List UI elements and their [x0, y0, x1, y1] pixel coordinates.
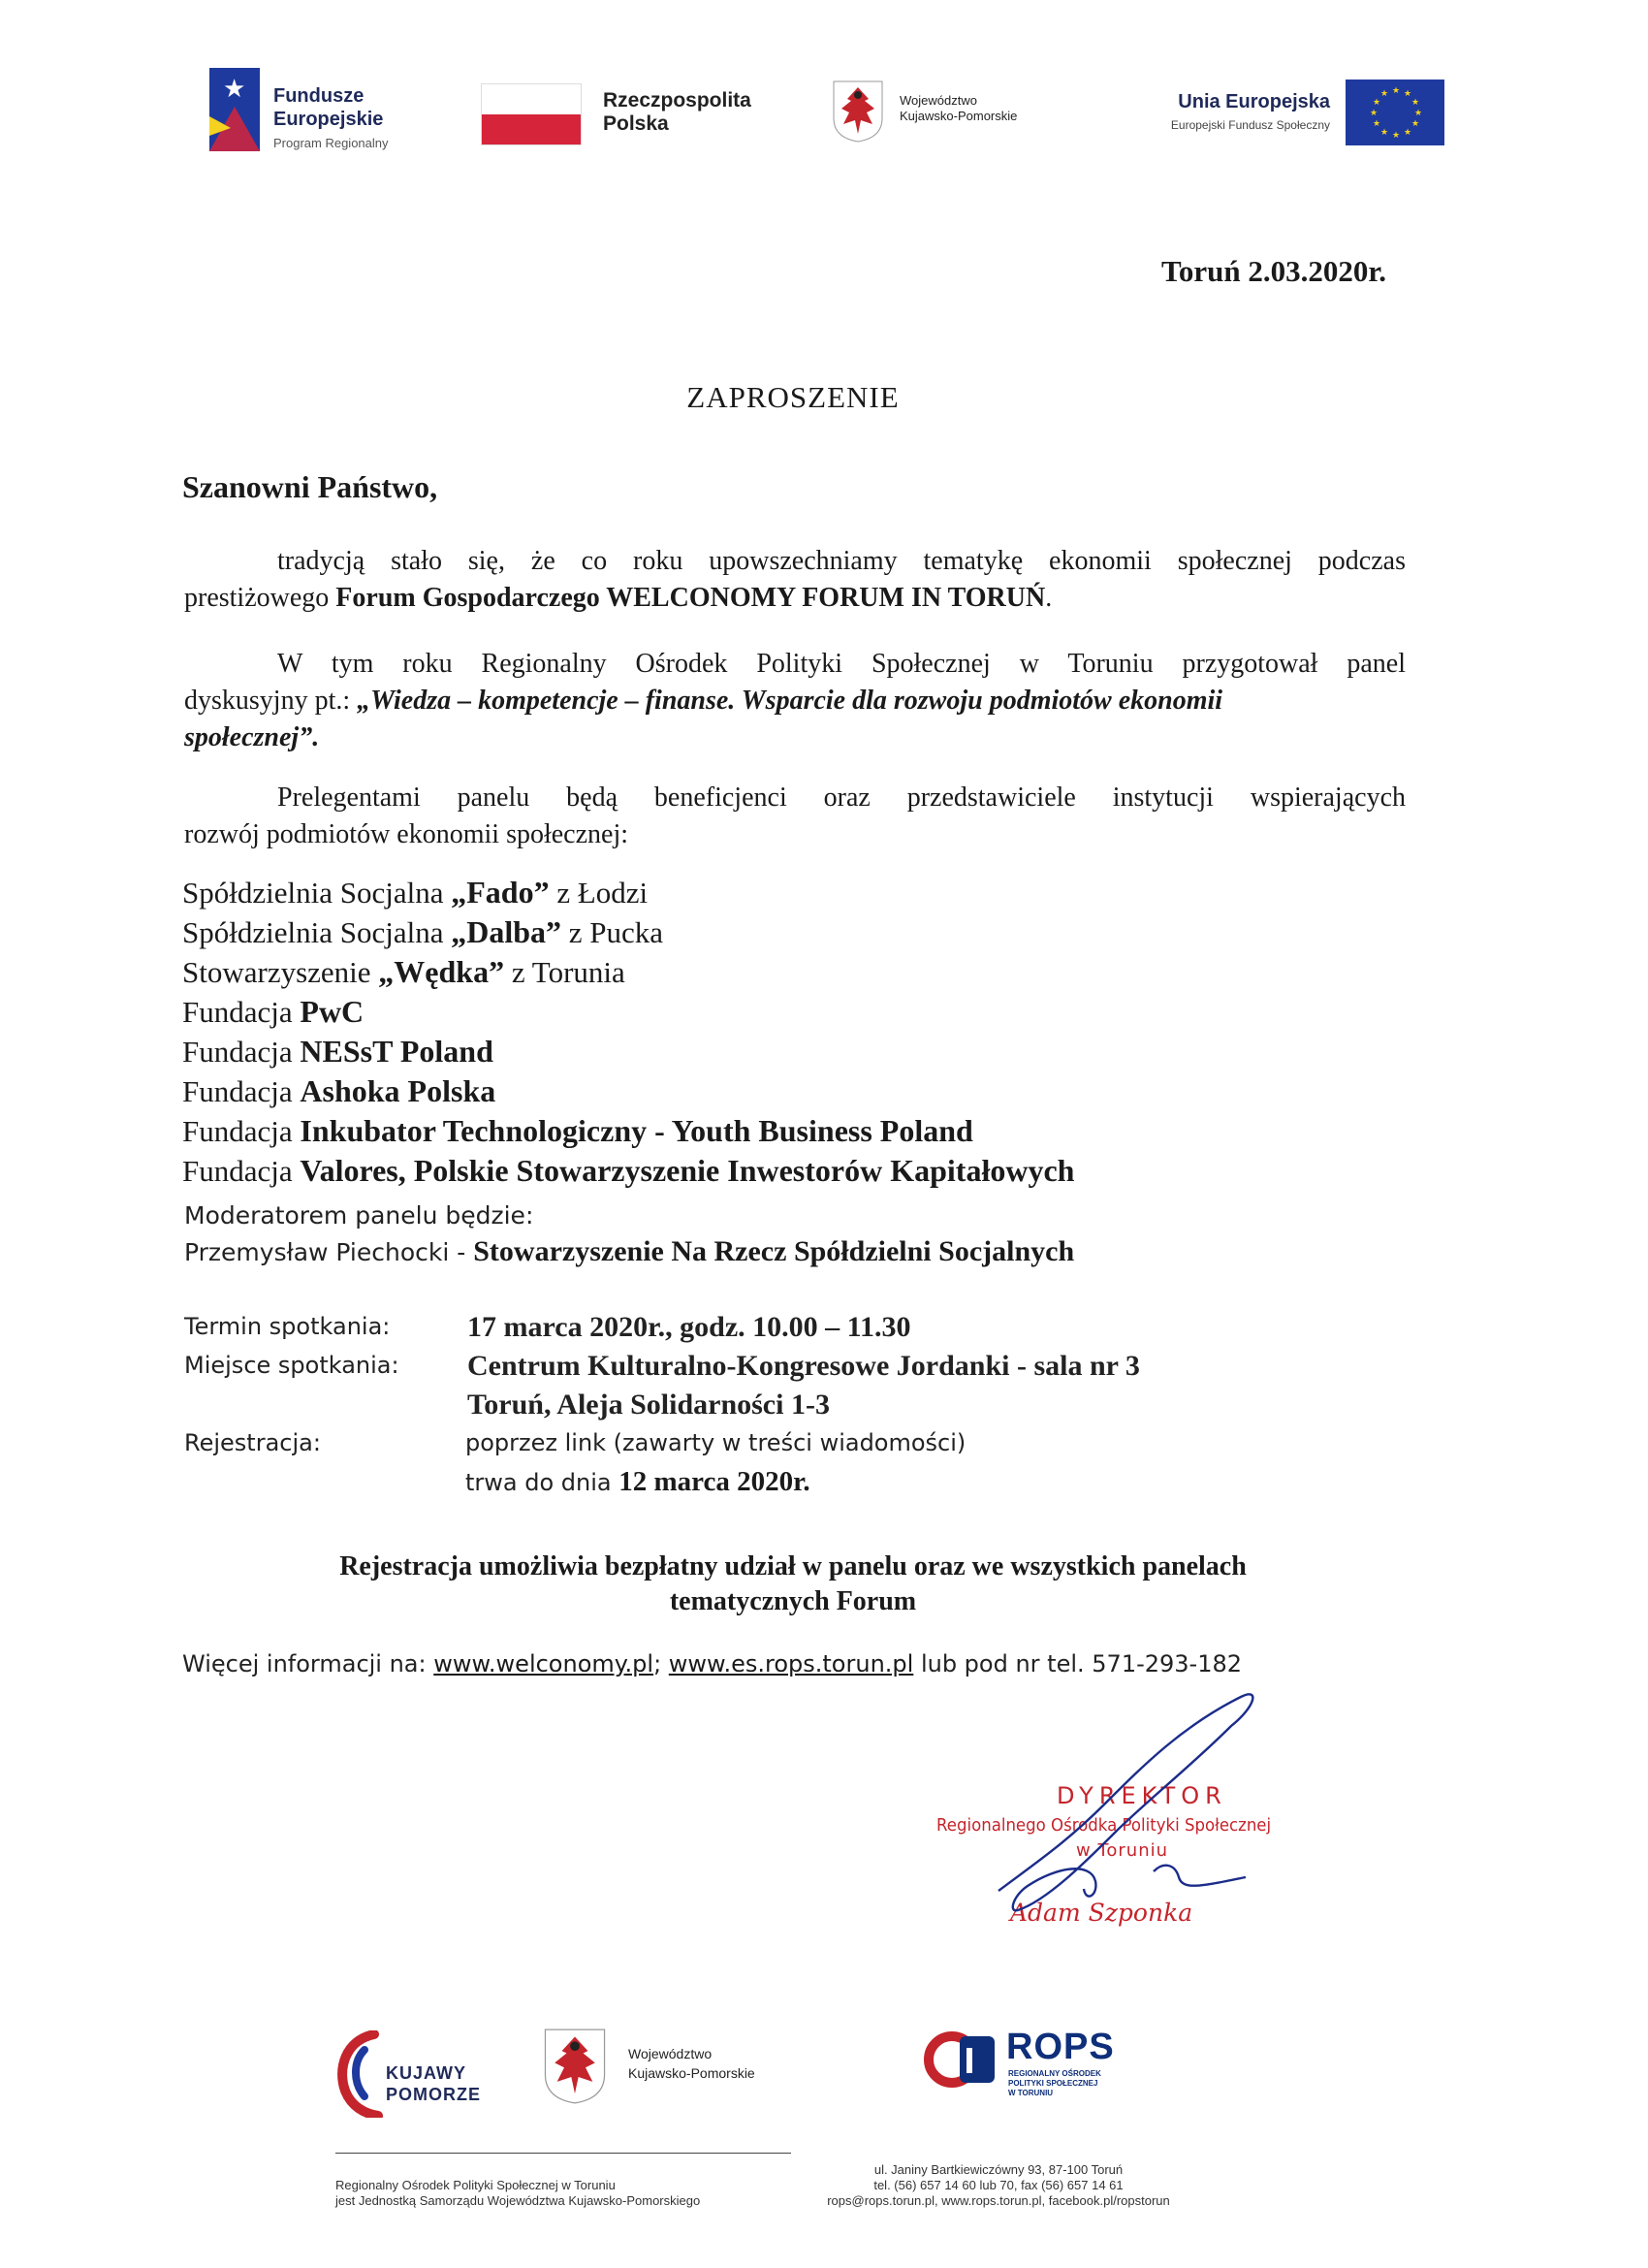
svg-text:★: ★ — [1392, 131, 1401, 141]
miejsce-label: Miejsce spotkania: — [184, 1352, 399, 1379]
list-item: Spółdzielnia Socjalna „Fado” z Łodzi — [182, 875, 649, 910]
miejsce-value-1: Centrum Kulturalno-Kongresowe Jordanki - sala nr 3 — [467, 1350, 1140, 1382]
list-item: Fundacja Valores, Polskie Stowarzyszenie Inwestorów Kapitałowych — [182, 1153, 1075, 1188]
ue-logo-line1: Unia Europejska — [1178, 91, 1330, 112]
list-item: Fundacja Inkubator Technologiczny - Youth Business Poland — [182, 1113, 973, 1148]
stamp-line3: w Toruniu — [1076, 1840, 1169, 1861]
footer-left-line2: jest Jednostką Samorządu Województwa Kujawsko-Pomorskiego — [335, 2193, 701, 2208]
footer-address: ul. Janiny Bartkiewiczówny 93, 87-100 Toruń — [873, 2162, 1124, 2177]
svg-text:★: ★ — [1380, 128, 1389, 138]
moderator-line — [184, 1233, 1444, 1274]
rp-logo — [481, 78, 791, 155]
ue-logo-line2: Europejski Fundusz Społeczny — [1170, 118, 1330, 132]
paragraph-1-suffix: . — [1045, 583, 1053, 613]
svg-text:★: ★ — [1404, 89, 1412, 99]
header-logo-bar — [0, 58, 1648, 165]
rops-logo — [921, 2028, 1154, 2106]
panel-title-part1: „Wiedza – kompetencje – finanse. Wsparcie dla rozwoju podmiotów ekonomii — [357, 686, 1223, 716]
rejestracja-deadline: 12 marca 2020r. — [618, 1466, 810, 1497]
woj-footer-line1: Województwo — [628, 2046, 713, 2061]
fe-logo-line1: Fundusze — [273, 85, 364, 107]
eu-flag-icon — [1346, 80, 1444, 145]
rejestracja-deadline-prefix: trwa do dnia — [465, 1469, 619, 1496]
fe-logo-line3: Program Regionalny — [273, 136, 389, 150]
registration-note-line1: Rejestracja umożliwia bezpłatny udział w panelu oraz we wszystkich panelach — [339, 1551, 1247, 1581]
woj-logo-footer — [543, 2027, 795, 2114]
paragraph-3 — [184, 780, 1406, 853]
kp-line2: POMORZE — [386, 2085, 482, 2104]
footer-divider — [335, 2153, 791, 2154]
woj-header-line1: Województwo — [900, 93, 977, 108]
moderator-org: Stowarzyszenie Na Rzecz Spółdzielni Socjalnych — [473, 1235, 1075, 1267]
paragraph-1-line2 — [184, 580, 1406, 617]
coat-of-arms-icon — [543, 2027, 607, 2106]
ue-logo — [1105, 80, 1444, 157]
paragraph-1 — [184, 543, 1406, 617]
fe-logo-line2: Europejskie — [273, 109, 384, 130]
rp-logo-line1: Rzeczpospolita — [603, 89, 751, 112]
woj-header-line2: Kujawsko-Pomorskie — [900, 109, 1018, 123]
svg-text:★: ★ — [1411, 119, 1420, 129]
svg-text:★: ★ — [1392, 86, 1401, 96]
paragraph-3-line2: rozwój podmiotów ekonomii społecznej: — [184, 819, 629, 849]
rejestracja-label: Rejestracja: — [184, 1429, 321, 1456]
more-info-prefix: Więcej informacji na: — [182, 1650, 434, 1677]
coat-of-arms-icon — [832, 80, 884, 144]
more-info — [182, 1650, 1242, 1677]
moderator-name: Przemysław Piechocki - — [184, 1238, 474, 1266]
kujawy-pomorze-logo — [335, 2030, 500, 2118]
woj-logo-header — [832, 80, 1084, 152]
svg-text:★: ★ — [1414, 109, 1423, 118]
fe-logo — [209, 68, 461, 160]
rops-emblem-icon — [921, 2028, 998, 2091]
kp-swirl-icon — [335, 2030, 394, 2118]
rejestracja-value-1: poprzez link (zawarty w treści wiadomości) — [465, 1429, 967, 1456]
list-item: Stowarzyszenie „Wędka” z Torunia — [182, 954, 625, 989]
footer-right — [776, 2162, 1221, 2209]
svg-text:★: ★ — [1380, 89, 1389, 99]
rops-sub3: W TORUNIU — [1008, 2089, 1054, 2097]
footer-logo-bar — [0, 2017, 1648, 2124]
footer-left — [335, 2178, 781, 2209]
director-stamp — [921, 1687, 1328, 1930]
letter-date: Toruń 2.03.2020r. — [1161, 254, 1386, 288]
rops-sub2: POLITYKI SPOŁECZNEJ — [1008, 2079, 1098, 2088]
woj-footer-line2: Kujawsko-Pomorskie — [628, 2065, 755, 2081]
stamp-line1: DYREKTOR — [1057, 1782, 1227, 1809]
paragraph-2-line1: W tym roku Regionalny Ośrodek Polityki Społecznej w Toruniu przygotował panel — [277, 649, 1406, 679]
salutation: Szanowni Państwo, — [182, 469, 438, 504]
termin-value: 17 marca 2020r., godz. 10.00 – 11.30 — [467, 1311, 911, 1343]
speakers-list — [182, 873, 1442, 1191]
welconomy-link[interactable]: www.welconomy.pl — [433, 1650, 654, 1677]
footer-phone: tel. (56) 657 14 60 lub 70, fax (56) 657 14 61 — [873, 2178, 1124, 2192]
list-item: Spółdzielnia Socjalna „Dalba” z Pucka — [182, 914, 664, 949]
rp-logo-line2: Polska — [603, 112, 669, 135]
fe-flag-icon — [209, 68, 260, 151]
paragraph-1-prefix: prestiżowego — [184, 583, 336, 613]
more-info-suffix: lub pod nr tel. 571-293-182 — [913, 1650, 1243, 1677]
list-item: Fundacja Ashoka Polska — [182, 1073, 496, 1108]
miejsce-value-2: Toruń, Aleja Solidarności 1-3 — [467, 1389, 830, 1421]
rejestracja-value-2 — [465, 1466, 810, 1498]
paragraph-2-prefix: dyskusyjny pt.: — [184, 686, 358, 716]
pl-flag-icon — [481, 83, 582, 145]
rops-es-link[interactable]: www.es.rops.torun.pl — [668, 1650, 914, 1677]
svg-text:★: ★ — [1373, 98, 1381, 108]
paragraph-3-line1: Prelegentami panelu będą beneficjenci oraz przedstawiciele instytucji wspierających — [277, 783, 1406, 813]
registration-note-line2: tematycznych Forum — [669, 1586, 917, 1616]
termin-label: Termin spotkania: — [184, 1313, 391, 1340]
moderator-block — [184, 1198, 1444, 1274]
paragraph-2 — [184, 646, 1406, 756]
moderator-label: Moderatorem panelu będzie: — [184, 1201, 534, 1230]
list-item: Fundacja PwC — [182, 994, 364, 1029]
svg-text:★: ★ — [1373, 119, 1381, 129]
rops-name: ROPS — [1006, 2027, 1115, 2067]
more-info-sep: ; — [653, 1650, 669, 1677]
svg-text:★: ★ — [223, 75, 246, 104]
registration-note — [0, 1549, 1586, 1619]
paragraph-2-line3 — [184, 719, 1406, 756]
svg-text:★: ★ — [1404, 128, 1412, 138]
svg-text:★: ★ — [1411, 98, 1420, 108]
forum-name: Forum Gospodarczego WELCONOMY FORUM IN TORUŃ — [335, 583, 1046, 613]
footer-left-line1: Regionalny Ośrodek Polityki Społecznej w Toruniu — [335, 2178, 616, 2192]
list-item: Fundacja NESsT Poland — [182, 1034, 493, 1069]
svg-text:★: ★ — [1370, 109, 1379, 118]
footer-contact: rops@rops.torun.pl, www.rops.torun.pl, facebook.pl/ropstorun — [827, 2193, 1170, 2208]
stamp-line4: Adam Szponka — [1010, 1899, 1193, 1927]
paragraph-1-line1: tradycją stało się, że co roku upowszechniamy tematykę ekonomii społecznej podczas — [277, 546, 1406, 576]
letter-title: ZAPROSZENIE — [686, 380, 900, 414]
panel-title-part2: społecznej”. — [184, 722, 320, 752]
paragraph-2-line2 — [184, 683, 1406, 719]
signature-scribble — [921, 1687, 1328, 1930]
kp-line1: KUJAWY — [386, 2063, 467, 2083]
rops-sub1: REGIONALNY OŚRODEK — [1008, 2069, 1101, 2078]
meeting-details — [184, 1311, 1444, 1505]
stamp-line2: Regionalnego Ośrodka Polityki Społecznej — [936, 1815, 1272, 1836]
